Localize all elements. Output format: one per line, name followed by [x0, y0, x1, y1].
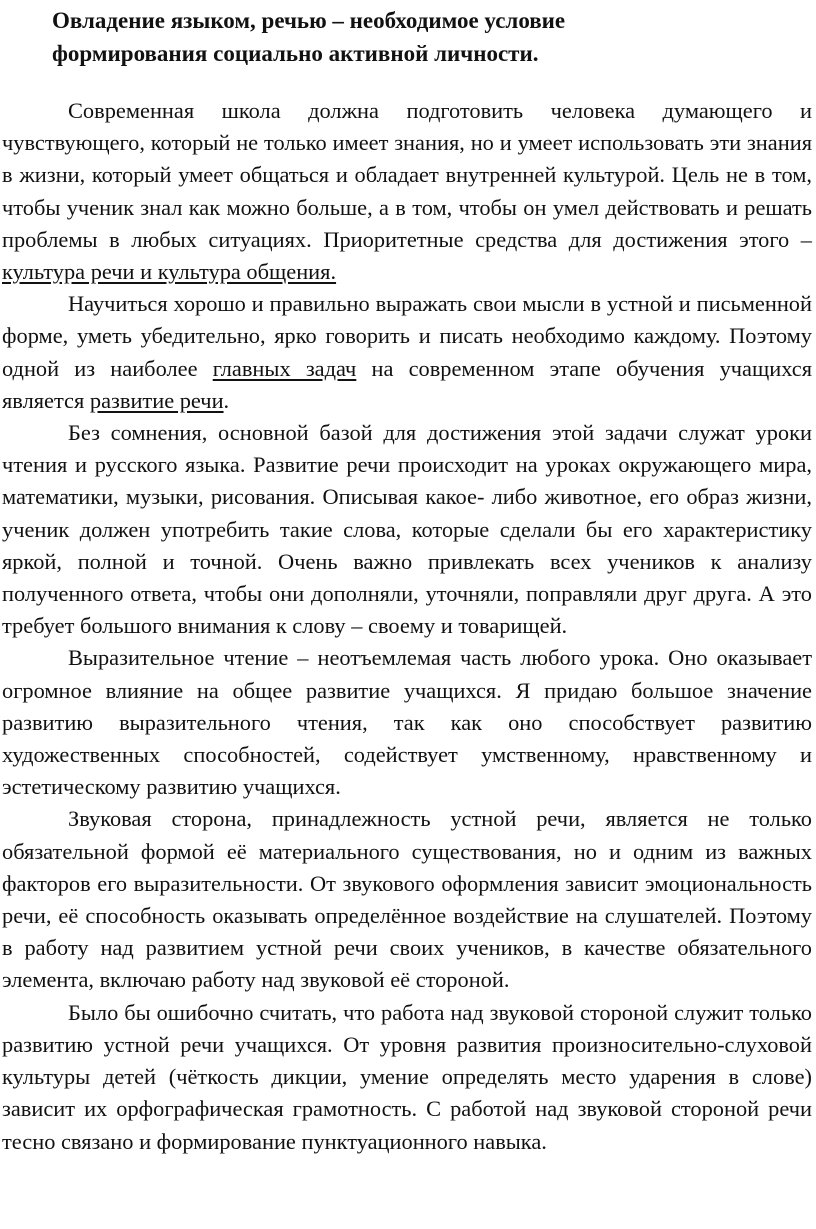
paragraph-5: Звуковая сторона, принадлежность устной речи, является не только обязательной формой её материального существования, но и одним из важных факторов его выразительности. От звукового оформления зависит эмоциональность речи, её способность оказывать определённое воздействие на слушателей. Поэтому в работу над развитием устной речи своих учеников, в качестве обязательного элемента, включаю работу над звуковой её стороной. [2, 806, 812, 993]
paragraph-4: Выразительное чтение – неотъемлемая часть любого урока. Оно оказывает огромное влияние на общее развитие учащихся. Я придаю большое значение развитию выразительного чтения, так как оно способствует развитию художественных способностей, содействует умственному, нравственному и эстетическому развитию учащихся. [2, 645, 812, 800]
underlined-phrase-speech-development: развитие речи [89, 387, 224, 413]
title-line-1: Овладение языком, речью – необходимое условие [52, 8, 566, 33]
paragraph-6: Было бы ошибочно считать, что работа над звуковой стороной служит только развитию устной речи учащихся. От уровня развития произносительно-слуховой культуры детей (чёткость дикции, умение определять место ударения в слове) зависит их орфографическая грамотность. С работой над звуковой стороной речи тесно связано и формирование пунктуационного навыка. [2, 999, 812, 1154]
document-title [52, 4, 752, 70]
paragraph-2 [2, 288, 812, 417]
paragraph-2-text-part-3: . [223, 387, 230, 413]
paragraph-1-text: Современная школа должна подготовить человека думающего и чувствующего, который не только имеет знания, но и умеет использовать эти знания в жизни, который умеет общаться и обладает внутренней культурой. Цель не в том, чтобы ученик знал как можно больше, а в том, чтобы он умел действовать и решать проблемы в любых ситуациях. Приоритетные средства для достижения этого – [2, 98, 812, 252]
paragraph-3: Без сомнения, основной базой для достижения этой задачи служат уроки чтения и русского языка. Развитие речи происходит на уроках окружающего мира, математики, музыки, рисования. Описывая какое- либо животное, его образ жизни, ученик должен употребить такие слова, которые сделали бы его характеристику яркой, полной и точной. Очень важно привлекать всех учеников к анализу полученного ответа, чтобы они дополняли, уточняли, поправляли друг друга. А это требует большого внимания к слову – своему и товарищей. [2, 420, 812, 639]
underlined-phrase-speech-culture: культура речи и культура общения. [2, 259, 337, 285]
paragraph-2-text-part-1: Научиться хорошо и правильно выражать свои мысли в устной и письменной форме, уметь убедительно, ярко говорить и писать необходимо каждому. Поэтому одной из наиболее [2, 291, 812, 381]
paragraph-2-text-part-2: на современном этапе обучения учащихся является [2, 355, 812, 413]
paragraph-1 [2, 95, 812, 288]
underlined-phrase-main-tasks: главных задач [212, 355, 357, 381]
title-line-2: формирования социально активной личности. [52, 41, 539, 66]
document-body [2, 95, 812, 1158]
